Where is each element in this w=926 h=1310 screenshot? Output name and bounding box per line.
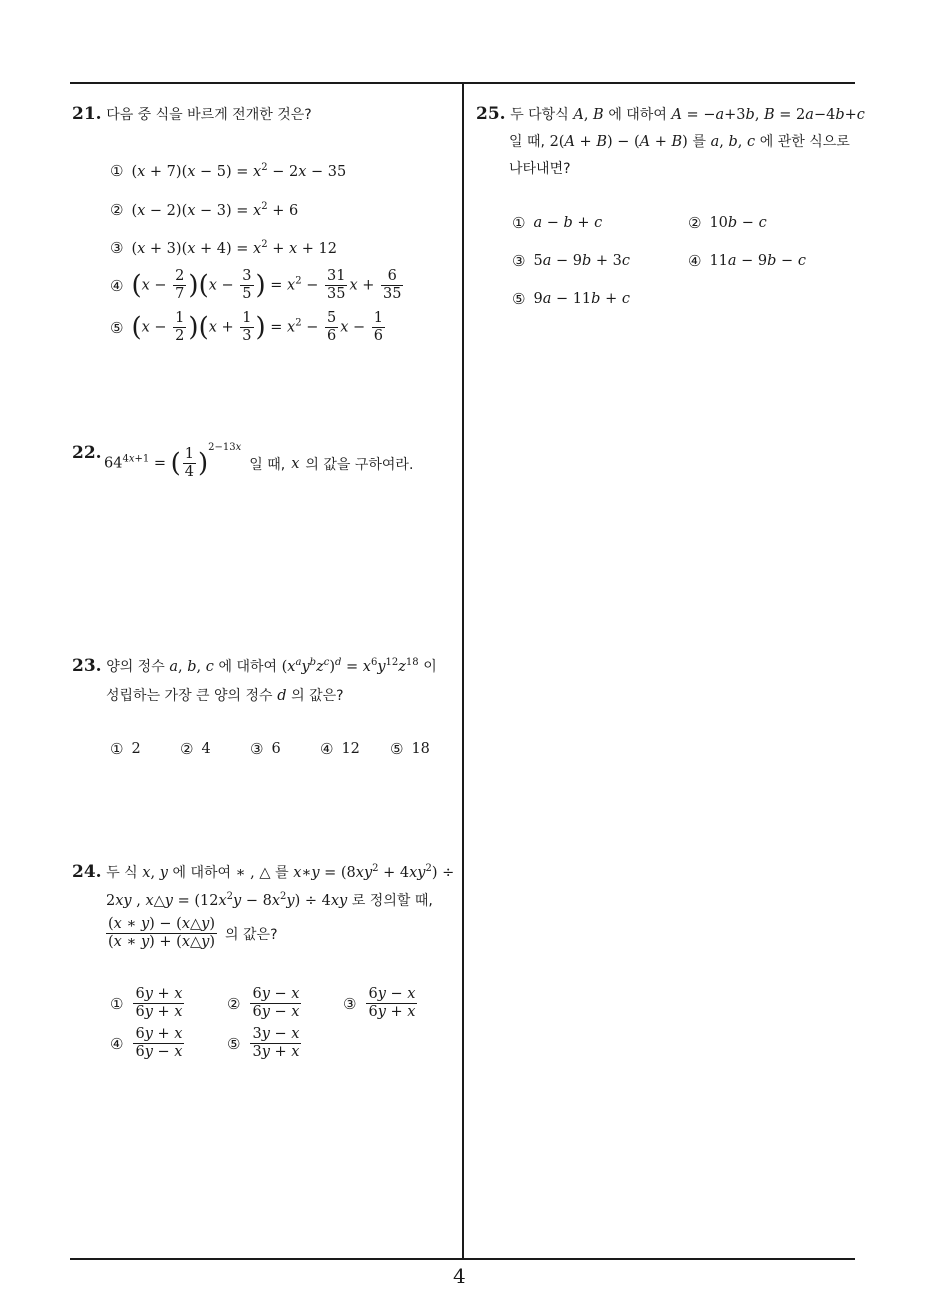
q24-option-3[interactable] <box>343 986 419 1021</box>
question-25-line-1: 25. 두 다항식 A, B 에 대하여 A = −a+3b, B = 2a−4b+c <box>476 104 865 124</box>
question-number: 24. <box>72 862 102 882</box>
option-expression: (x − $\frac{2}{7}$ )(x − $\frac{3}{5}$ ) = $x^2$ − $\frac{31}{35}$ x + $\frac{6}{35}$ <box>131 268 402 302</box>
q25-option-2[interactable] <box>688 214 767 232</box>
q25-option-5[interactable] <box>512 290 630 308</box>
choice-fraction: $\frac{6y + x}{6y - x}$ <box>135 1026 183 1060</box>
choice-mark: ② <box>688 214 702 232</box>
choice-value: 10b − c <box>709 215 767 231</box>
q24-option-4[interactable] <box>110 1026 186 1061</box>
choice-mark: ⑤ <box>512 290 526 308</box>
q24-option-1[interactable] <box>110 986 186 1021</box>
page-number: 4 <box>453 1264 466 1288</box>
question-22-number <box>72 443 102 463</box>
choice-mark: ⑤ <box>110 318 124 337</box>
choice-mark: ① <box>512 214 526 232</box>
question-text: 에 대하여 <box>608 107 667 123</box>
choice-mark: ③ <box>110 239 124 257</box>
choice-mark: ⑤ <box>227 1034 241 1053</box>
question-21-stem <box>72 104 312 124</box>
question-text: 를 <box>692 134 706 150</box>
question-25-line-2: 일 때, 2(A + B) − (A + B) 를 a, b, c 에 관한 식으로 <box>509 134 850 150</box>
q23-option-3[interactable] <box>250 740 281 758</box>
question-text: 를 <box>275 865 289 881</box>
choice-mark: ② <box>227 994 241 1013</box>
choice-value: 12 <box>341 741 360 757</box>
question-25-line-3 <box>509 158 571 178</box>
q25-option-1[interactable] <box>512 214 602 232</box>
question-22-text: $64^{4x+1}$ = ( $\frac{1}{4}$ )$^{2-13x}$ 일 때, x 의 값을 구하여라. <box>104 441 414 480</box>
question-text: 의 값은? <box>291 688 344 704</box>
question-text: 두 식 <box>106 865 138 881</box>
choice-mark: ④ <box>688 252 702 270</box>
question-text: 로 정의할 때, <box>351 893 433 909</box>
choice-fraction: $\frac{6y - x}{6y - x}$ <box>252 986 300 1020</box>
choice-value: 9a − 11b + c <box>533 291 630 307</box>
question-23-line-2: 성립하는 가장 큰 양의 정수 d 의 값은? <box>106 688 344 704</box>
q25-option-4[interactable] <box>688 252 806 270</box>
question-text: 나타내면? <box>509 161 571 177</box>
question-text: 의 값은? <box>225 926 278 943</box>
choice-mark: ⑤ <box>390 740 404 758</box>
q23-option-5[interactable] <box>390 740 430 758</box>
q23-option-4[interactable] <box>320 740 360 758</box>
choice-value: 18 <box>411 741 430 757</box>
question-number: 23. <box>72 656 102 676</box>
choice-mark: ② <box>180 740 194 758</box>
exponent-equation: $64^{4x+1}$ = ( $\frac{1}{4}$ )$^{2-13x}$ <box>104 441 242 480</box>
question-text: 에 관한 식으로 <box>759 134 850 150</box>
choice-fraction: $\frac{3y - x}{3y + x}$ <box>252 1026 300 1060</box>
choice-value: 2 <box>131 741 141 757</box>
bottom-rule <box>70 1258 855 1260</box>
question-24-line-2: 2xy , x△y = $(12x^2y - 8x^2y) \div 4xy$ 로 정의할 때, <box>106 891 433 909</box>
choice-mark: ① <box>110 740 124 758</box>
choice-value: a − b + c <box>533 215 603 231</box>
choice-mark: ③ <box>512 252 526 270</box>
question-number: 25. <box>476 104 506 124</box>
q25-option-3[interactable] <box>512 252 630 270</box>
option-expression: (x − $\frac{1}{2}$ )(x + $\frac{1}{3}$ ) = $x^2$ − $\frac{5}{6}$ x − $\frac{1}{6}$ <box>131 310 384 344</box>
choice-value: 6 <box>271 741 281 757</box>
choice-fraction: $\frac{6y + x}{6y + x}$ <box>135 986 183 1020</box>
q24-option-5[interactable] <box>227 1026 303 1061</box>
q24-option-2[interactable] <box>227 986 303 1021</box>
question-text: 두 다항식 <box>510 107 569 123</box>
q21-option-4[interactable] <box>110 268 405 303</box>
choice-mark: ① <box>110 994 124 1013</box>
question-text: 성립하는 가장 큰 양의 정수 <box>106 688 273 704</box>
q21-option-5[interactable] <box>110 310 387 345</box>
q21-option-1[interactable] <box>110 162 346 180</box>
question-text: 다음 중 식을 바르게 전개한 것은? <box>106 107 312 123</box>
q23-option-2[interactable] <box>180 740 211 758</box>
choice-value: 4 <box>201 741 211 757</box>
question-23-line-1: 23. 양의 정수 a, b, c 에 대하여 $(x^ay^bz^c)^d = x^6y^{12}z^{18}$ 이 <box>72 656 437 676</box>
option-expression: $(x + 7)(x - 5) = x^2 - 2x - 35$ <box>131 162 347 180</box>
q21-option-3[interactable] <box>110 239 337 257</box>
choice-mark: ④ <box>110 276 124 295</box>
choice-mark: ④ <box>110 1034 124 1053</box>
question-number: 22. <box>72 443 102 463</box>
choice-mark: ④ <box>320 740 334 758</box>
question-24-line-1: 24. 두 식 x, y 에 대하여 ∗ , △ 를 x∗y = $(8xy^2 + 4xy^2)$ ÷ <box>72 862 455 882</box>
question-text: 에 대하여 <box>218 659 278 675</box>
choice-value: 11a − 9b − c <box>709 253 806 269</box>
option-expression: $(x + 3)(x + 4) = x^2 + x + 12$ <box>131 239 337 257</box>
choice-mark: ③ <box>250 740 264 758</box>
column-divider <box>462 82 464 1260</box>
question-text: 일 때, <box>509 134 545 150</box>
choice-fraction: $\frac{6y - x}{6y + x}$ <box>368 986 416 1020</box>
choice-value: 5a − 9b + 3c <box>533 253 630 269</box>
question-text: 이 <box>423 659 437 675</box>
question-24-line-3 <box>104 916 278 951</box>
choice-mark: ② <box>110 201 124 219</box>
question-text: 의 값을 구하여라. <box>305 456 414 473</box>
question-text: 일 때, <box>249 456 286 473</box>
choice-mark: ③ <box>343 994 357 1013</box>
definition-fraction: $\frac{(x ∗ y) - (x\triangle y)}{(x ∗ y) + (x\triangle y)}$ <box>108 916 216 950</box>
question-number: 21. <box>72 104 102 124</box>
q23-option-1[interactable] <box>110 740 141 758</box>
question-text: 양의 정수 <box>106 659 165 675</box>
option-expression: $(x - 2)(x - 3) = x^2 + 6$ <box>131 201 299 219</box>
question-text: 에 대하여 <box>172 865 232 881</box>
q21-option-2[interactable] <box>110 201 298 219</box>
choice-mark: ① <box>110 162 124 180</box>
